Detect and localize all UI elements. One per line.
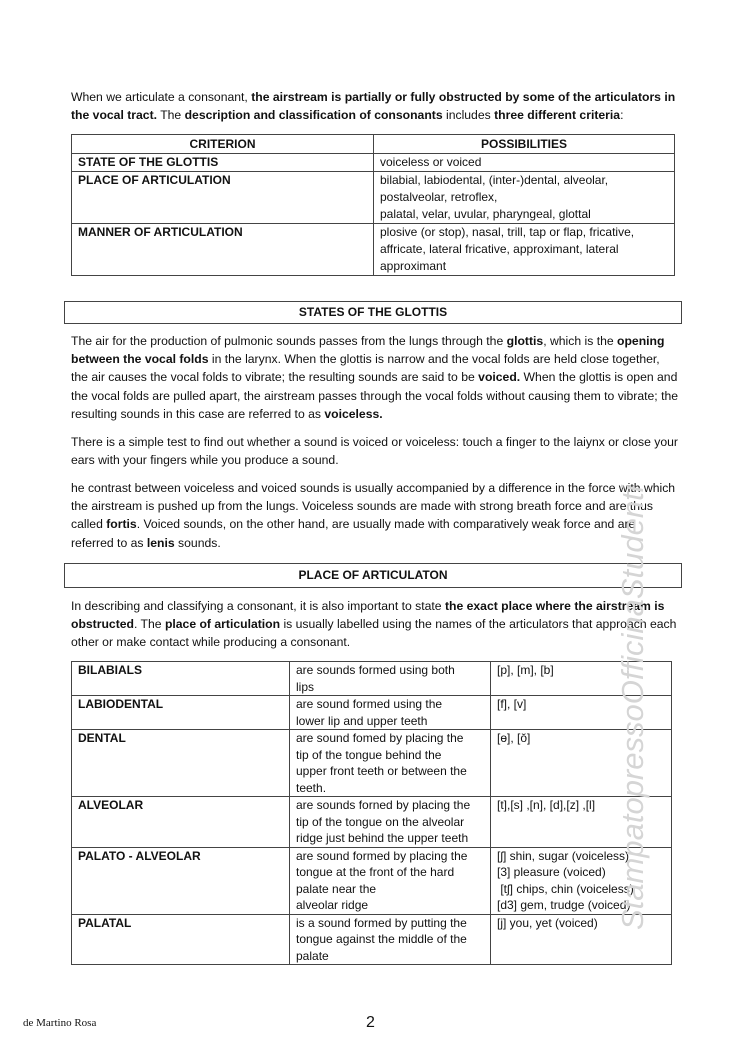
possibilities-cell: plosive (or stop), nasal, trill, tap or flap, fricative, affricate, lateral fricative, approximant, lateral approximant: [374, 224, 675, 276]
glottis-paragraph-3: he contrast between voiceless and voiced sounds is usually accompanied by a difference in the force with which the airstream is pushed up from the lungs. Voiceless sounds are made with strong breath force and are thus called fortis. Voiced sounds, on the other hand, are usually made with comparatively weak force and are referred to as lenis sounds.: [71, 481, 676, 550]
criterion-header: CRITERION: [72, 135, 374, 154]
table-row: [72, 730, 672, 797]
possibilities-header: POSSIBILITIES: [374, 135, 675, 154]
row-examples: [p], [m], [b]: [491, 662, 672, 696]
glottis-paragraph-2: There is a simple test to find out whether a sound is voiced or voiceless: touch a finger to the laiynx or close your ears with your fingers while you produce a sound.: [71, 435, 678, 468]
possibilities-cell: voiceless or voiced: [374, 154, 675, 172]
row-examples: [ɵ], [ŏ]: [491, 730, 672, 797]
table-row: [72, 797, 672, 848]
possibilities-cell: bilabial, labiodental, (inter-)dental, alveolar, postalveolar, retroflex, palatal, velar, uvular, pharyngeal, glottal: [374, 172, 675, 224]
row-description: are sounds formed using both lips: [290, 662, 491, 696]
criterion-cell: MANNER OF ARTICULATION: [72, 224, 374, 276]
criterion-cell: STATE OF THE GLOTTIS: [72, 154, 374, 172]
row-name: BILABIALS: [72, 662, 290, 696]
row-name: DENTAL: [72, 730, 290, 797]
place-paragraph: In describing and classifying a consonant, it is also important to state the exact place where the airstream is obstructed. The place of articulation is usually labelled using the names of the articulators that approach each other or make contact while producing a consonant.: [71, 599, 677, 650]
intro-paragraph: When we articulate a consonant, the airstream is partially or fully obstructed by some of the articulators in the vocal tract. The description and classification of consonants includes three different criteria:: [71, 90, 676, 123]
table-row: [72, 914, 672, 965]
watermark: StampatopressoOfficinaStudenti: [615, 485, 650, 930]
table-row: [72, 847, 672, 914]
row-description: is a sound formed by putting the tongue against the middle of the palate: [290, 914, 491, 965]
row-name: PALATO - ALVEOLAR: [72, 847, 290, 914]
row-examples: [ʃ] shin, sugar (voiceless) [3] pleasure (voiced) [tʃ] chips, chin (voiceless) [d3] gem, trudge (voiced): [491, 847, 672, 914]
table-header-row: [72, 135, 675, 154]
row-examples: [t],[s] ,[n], [d],[z] ,[l]: [491, 797, 672, 848]
place-heading: PLACE OF ARTICULATON: [64, 563, 682, 588]
row-description: are sound formed by placing the tongue at the front of the hard palate near the alveolar ridge: [290, 847, 491, 914]
row-name: LABIODENTAL: [72, 696, 290, 730]
criteria-table: [71, 134, 675, 276]
row-name: PALATAL: [72, 914, 290, 965]
row-examples: [j] you, yet (voiced): [491, 914, 672, 965]
place-of-articulation-table: [71, 661, 672, 965]
row-description: are sounds forned by placing the tip of the tongue on the alveolar ridge just behind the upper teeth: [290, 797, 491, 848]
glottis-paragraph-1: The air for the production of pulmonic sounds passes from the lungs through the glottis, which is the opening between the vocal folds in the larynx. When the glottis is narrow and the vocal folds are held close together, the air causes the vocal folds to vibrate; the resulting sounds are said to be voiced. When the glottis is open and the vocal folds are pulled apart, the airstream passes through the vocal folds without causing them to vibrate; the resulting sounds in this case are referred to as voiceless.: [71, 334, 679, 421]
table-row: [72, 172, 675, 224]
footer-author: de Martino Rosa: [23, 1017, 97, 1029]
row-description: are sound fomed by placing the tip of the tongue behind the upper front teeth or between the teeth.: [290, 730, 491, 797]
table-row: [72, 154, 675, 172]
page-number: 2: [366, 1014, 375, 1031]
row-description: are sound formed using the lower lip and upper teeth: [290, 696, 491, 730]
table-row: [72, 696, 672, 730]
row-name: ALVEOLAR: [72, 797, 290, 848]
row-examples: [f], [v]: [491, 696, 672, 730]
glottis-heading: STATES OF THE GLOTTIS: [64, 301, 682, 324]
table-row: [72, 662, 672, 696]
table-row: [72, 224, 675, 276]
criterion-cell: PLACE OF ARTICULATION: [72, 172, 374, 224]
